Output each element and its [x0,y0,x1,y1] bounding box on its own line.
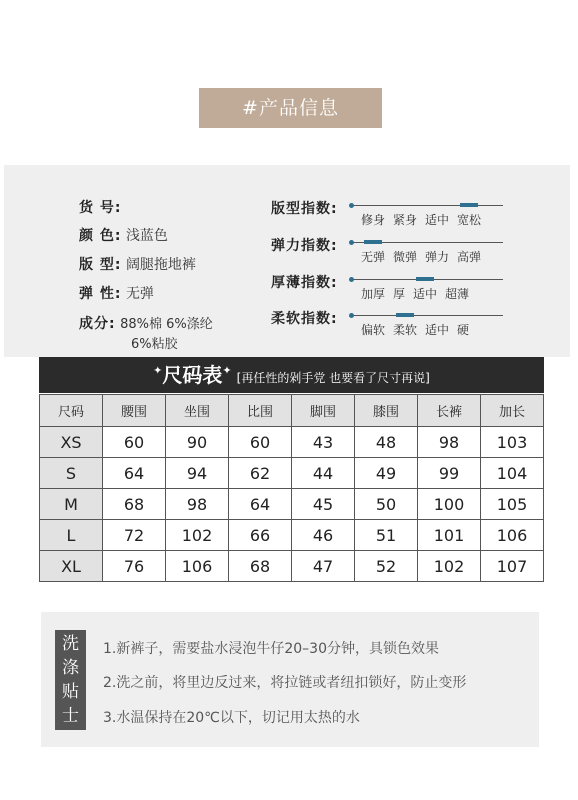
table-cell: 44 [292,458,355,489]
spec-elastic [79,283,154,303]
spec-color-value: 浅蓝色 [125,228,168,244]
index-indicator [416,277,434,281]
size-cell: S [40,458,103,489]
index-options [361,285,477,302]
table-cell: 100 [418,489,481,520]
index-indicator [364,240,382,244]
index-option: 弹力 [425,250,450,264]
table-cell: 64 [103,458,166,489]
spec-composition [79,313,213,352]
table-cell: 48 [355,427,418,458]
index-label: 厚薄指数: [271,275,338,291]
index-track [351,315,503,316]
spec-composition-line2: 6%粘胶 [131,337,178,352]
table-cell: 101 [418,520,481,551]
table-cell: 106 [481,520,544,551]
index-option: 柔软 [393,323,418,337]
table-cell: 99 [418,458,481,489]
wash-tag-char: 贴 [62,682,79,702]
index-label: 版型指数: [271,201,338,217]
size-table [39,394,544,582]
index-label: 弹力指数: [271,238,338,254]
index-option: 硬 [457,323,470,337]
index-option: 紧身 [393,213,418,227]
table-cell: 102 [418,551,481,582]
index-option: 偏软 [361,323,386,337]
table-row [40,458,544,489]
index-indicator [396,313,414,317]
table-cell: 62 [229,458,292,489]
table-cell: 47 [292,551,355,582]
table-cell: 68 [229,551,292,582]
table-cell: 50 [355,489,418,520]
column-header: 加长 [481,395,544,427]
column-header: 坐围 [166,395,229,427]
table-cell: 76 [103,551,166,582]
index-options [361,248,489,265]
spec-elastic-key: 弹 性: [79,286,122,302]
spec-fit-key: 版 型: [79,257,122,273]
size-cell: M [40,489,103,520]
table-cell: 60 [229,427,292,458]
index-option: 厚 [393,287,406,301]
index-options [361,211,489,228]
table-row [40,551,544,582]
index-start-dot [349,277,354,282]
index-option: 高弹 [457,250,482,264]
table-header-row [40,395,544,427]
size-chart-header [39,357,544,393]
size-cell: L [40,520,103,551]
table-cell: 52 [355,551,418,582]
spec-composition-key: 成分: [79,316,116,332]
table-cell: 106 [166,551,229,582]
table-cell: 90 [166,427,229,458]
wash-tag-char: 涤 [62,658,79,678]
table-cell: 43 [292,427,355,458]
size-cell: XL [40,551,103,582]
index-option: 无弹 [361,250,386,264]
table-cell: 46 [292,520,355,551]
table-cell: 102 [166,520,229,551]
table-cell: 105 [481,489,544,520]
spec-fit [79,254,196,274]
index-option: 微弹 [393,250,418,264]
spec-fit-value: 阔腿拖地裤 [125,257,196,273]
column-header: 脚围 [292,395,355,427]
table-cell: 51 [355,520,418,551]
table-cell: 98 [166,489,229,520]
spec-color-key: 颜 色: [79,228,122,244]
wash-tip-line: 3.水温保持在20℃以下，切记用太热的水 [103,710,360,726]
index-start-dot [349,240,354,245]
wash-tag-char: 洗 [62,634,79,654]
spec-item-no [79,197,121,217]
sparkle-icon: ✦ [153,364,163,377]
index-options [361,321,477,338]
index-label: 柔软指数: [271,311,338,327]
index-track [351,205,503,206]
size-chart-title: 尺码表 [162,363,223,387]
table-cell: 72 [103,520,166,551]
index-option: 超薄 [445,287,470,301]
spec-item-no-key: 货 号: [79,200,122,216]
index-start-dot [349,313,354,318]
spec-color [79,225,168,245]
table-cell: 98 [418,427,481,458]
size-cell: XS [40,427,103,458]
table-cell: 60 [103,427,166,458]
section-title: #产品信息 [199,88,382,128]
index-indicator [460,203,478,207]
index-start-dot [349,203,354,208]
index-option: 适中 [425,213,450,227]
wash-tip-line: 1.新裤子，需要盐水浸泡牛仔20–30分钟，具锁色效果 [103,641,439,657]
spec-elastic-value: 无弹 [125,286,154,302]
table-cell: 94 [166,458,229,489]
table-cell: 45 [292,489,355,520]
column-header: 长裤 [418,395,481,427]
table-cell: 104 [481,458,544,489]
index-option: 适中 [413,287,438,301]
table-cell: 107 [481,551,544,582]
table-cell: 49 [355,458,418,489]
sparkle-icon: ✦ [222,364,232,377]
size-chart-subtitle: [再任性的剁手党 也要看了尺寸再说] [236,371,430,385]
column-header: 膝围 [355,395,418,427]
index-option: 修身 [361,213,386,227]
wash-tag-char: 士 [62,706,79,726]
table-cell: 64 [229,489,292,520]
spec-composition-line1: 88%棉 6%涤纶 [120,317,213,332]
column-header: 比围 [229,395,292,427]
wash-tips-tag [55,630,86,730]
column-header: 腰围 [103,395,166,427]
wash-tip-line: 2.洗之前，将里边反过来，将拉链或者纽扣锁好，防止变形 [103,675,467,691]
column-header: 尺码 [40,395,103,427]
table-cell: 66 [229,520,292,551]
table-row [40,489,544,520]
table-cell: 103 [481,427,544,458]
index-option: 加厚 [361,287,386,301]
table-row [40,427,544,458]
index-option: 宽松 [457,213,482,227]
table-cell: 68 [103,489,166,520]
index-option: 适中 [425,323,450,337]
table-row [40,520,544,551]
